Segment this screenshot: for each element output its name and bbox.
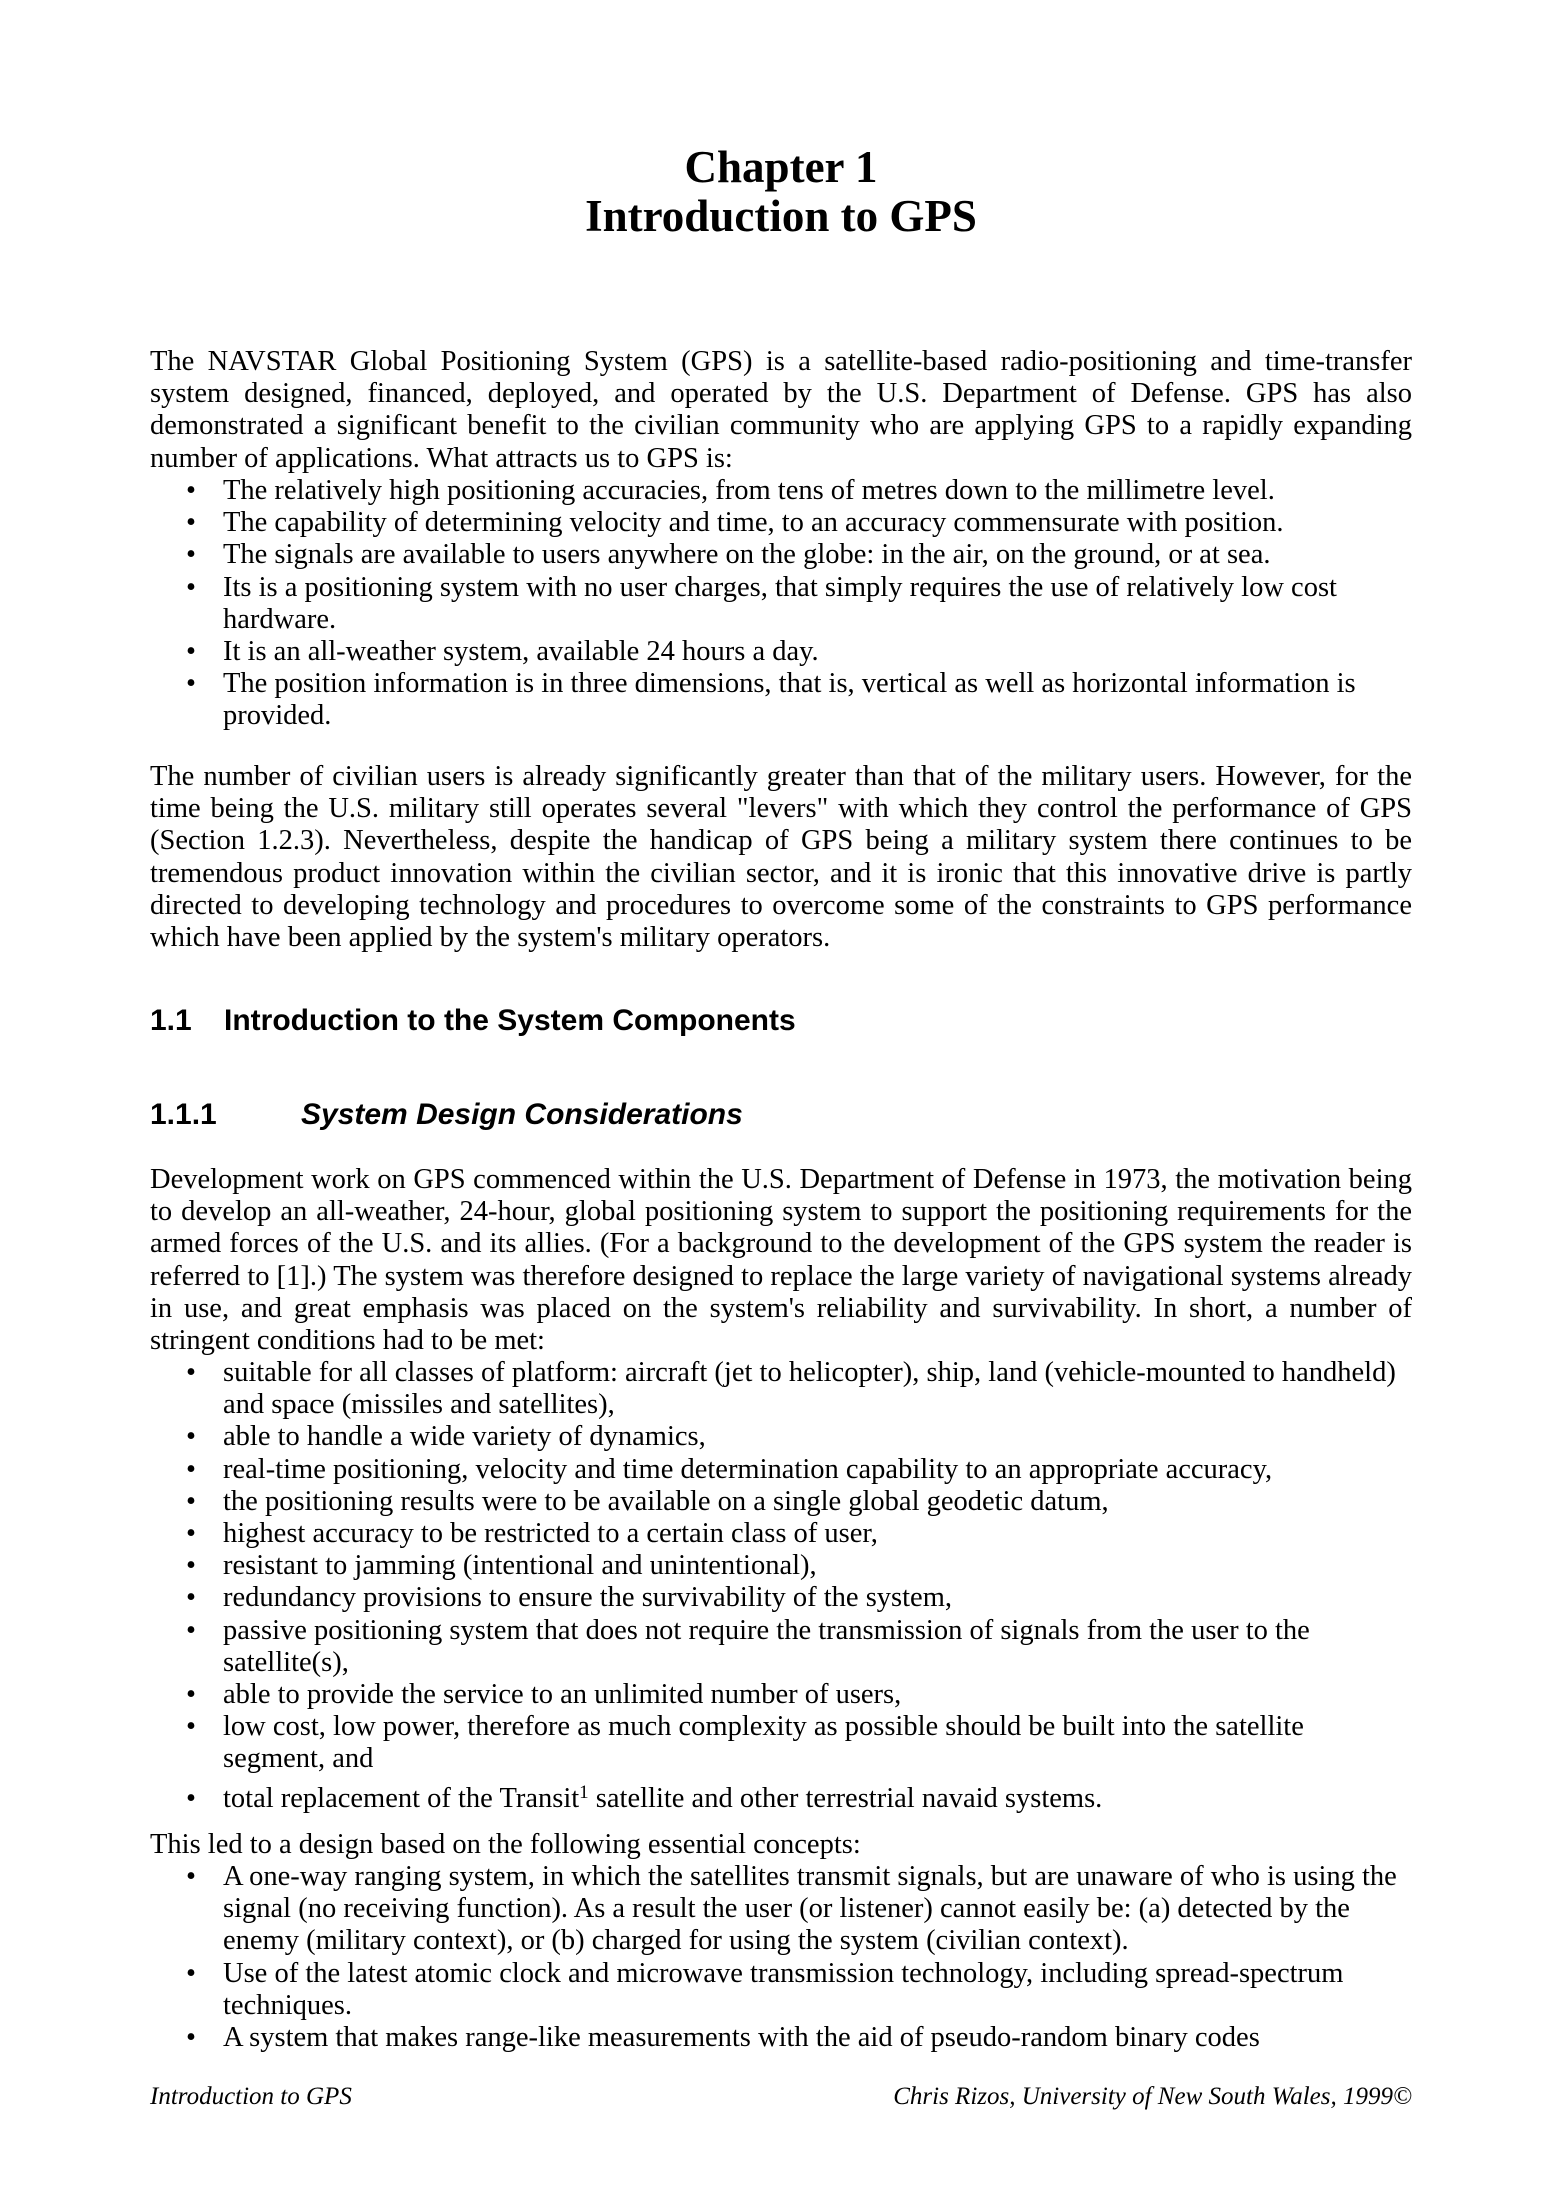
concepts-bullet-list <box>150 1861 1412 2054</box>
list-item-text: satellite and other terrestrial navaid systems. <box>588 1782 1103 1814</box>
list-item: • The capability of determining velocity and time, to an accuracy commensurate with position. <box>150 507 1412 539</box>
footnote-marker: 1 <box>579 1781 589 1803</box>
list-item: • Its is a positioning system with no user charges, that simply requires the use of relatively low cost hardware. <box>150 572 1412 636</box>
list-item: • passive positioning system that does not require the transmission of signals from the user to the satellite(s), <box>150 1615 1412 1679</box>
chapter-heading <box>150 143 1412 241</box>
chapter-label: Chapter 1 <box>684 142 878 192</box>
intro-bullet-list <box>150 475 1412 733</box>
design-bullet-list <box>150 1357 1412 1815</box>
subsection-title: System Design Considerations <box>301 1098 743 1131</box>
list-item: • redundancy provisions to ensure the survivability of the system, <box>150 1582 1412 1614</box>
section-number: 1.1 <box>150 1004 192 1037</box>
intro-paragraph: The NAVSTAR Global Positioning System (GPS) is a satellite-based radio-positioning and time-transfer system designed, financed, deployed, and operated by the U.S. Department of Defense. GPS has also demonstrated a significant benefit to the civilian community who are applying GPS to a rapidly expanding number of applications. What attracts us to GPS is: <box>150 346 1412 474</box>
list-item: • The relatively high positioning accuracies, from tens of metres down to the millimetre level. <box>150 475 1412 507</box>
list-item: • the positioning results were to be available on a single global geodetic datum, <box>150 1486 1412 1518</box>
footer-right: Chris Rizos, University of New South Wales, 1999© <box>893 2083 1412 2110</box>
list-item: • suitable for all classes of platform: aircraft (jet to helicopter), ship, land (vehicle-mounted to handheld) and space (missiles and satellites), <box>150 1357 1412 1421</box>
list-item: • It is an all-weather system, available 24 hours a day. <box>150 636 1412 668</box>
list-item-text: total replacement of the Transit <box>223 1782 580 1814</box>
list-item: • low cost, low power, therefore as much complexity as possible should be built into the satellite segment, and <box>150 1711 1412 1775</box>
list-item: • A system that makes range-like measurements with the aid of pseudo-random binary codes <box>150 2022 1412 2054</box>
chapter-title: Introduction to GPS <box>585 191 977 241</box>
subsection-number: 1.1.1 <box>150 1098 217 1131</box>
civilian-paragraph: The number of civilian users is already significantly greater than that of the military users. However, for the time being the U.S. military still operates several "levers" with which they control the performance of GPS (Section 1.2.3). Nevertheless, despite the handicap of GPS being a military system there continues to be tremendous product innovation within the civilian sector, and it is ironic that this innovative drive is partly directed to developing technology and procedures to overcome some of the constraints to GPS performance which have been applied by the system's military operators. <box>150 761 1412 954</box>
footer-left: Introduction to GPS <box>150 2083 352 2110</box>
section-heading-1-1 <box>150 1003 796 1039</box>
list-item: • highest accuracy to be restricted to a certain class of user, <box>150 1518 1412 1550</box>
list-item <box>150 1783 1412 1815</box>
subsection-heading-1-1-1 <box>150 1097 743 1133</box>
list-item: • real-time positioning, velocity and time determination capability to an appropriate accuracy, <box>150 1454 1412 1486</box>
list-item: • resistant to jamming (intentional and unintentional), <box>150 1550 1412 1582</box>
design-paragraph: Development work on GPS commenced within the U.S. Department of Defense in 1973, the motivation being to develop an all-weather, 24-hour, global positioning system to support the positioning requirements for the armed forces of the U.S. and its allies. (For a background to the development of the GPS system the reader is referred to [1].) The system was therefore designed to replace the large variety of navigational systems already in use, and great emphasis was placed on the system's reliability and survivability. In short, a number of stringent conditions had to be met: <box>150 1164 1412 1357</box>
list-item: • The signals are available to users anywhere on the globe: in the air, on the ground, or at sea. <box>150 539 1412 571</box>
list-item: • able to provide the service to an unlimited number of users, <box>150 1679 1412 1711</box>
section-title: Introduction to the System Components <box>224 1004 796 1037</box>
concepts-paragraph: This led to a design based on the following essential concepts: <box>150 1829 861 1860</box>
list-item: • A one-way ranging system, in which the satellites transmit signals, but are unaware of who is using the signal (no receiving function). As a result the user (or listener) cannot easily be: (a) detected by the enemy (military context), or (b) charged for using the system (civilian context). <box>150 1861 1412 1958</box>
list-item: • able to handle a wide variety of dynamics, <box>150 1421 1412 1453</box>
list-item: • The position information is in three dimensions, that is, vertical as well as horizontal information is provided. <box>150 668 1412 732</box>
list-item: • Use of the latest atomic clock and microwave transmission technology, including spread-spectrum techniques. <box>150 1958 1412 2022</box>
